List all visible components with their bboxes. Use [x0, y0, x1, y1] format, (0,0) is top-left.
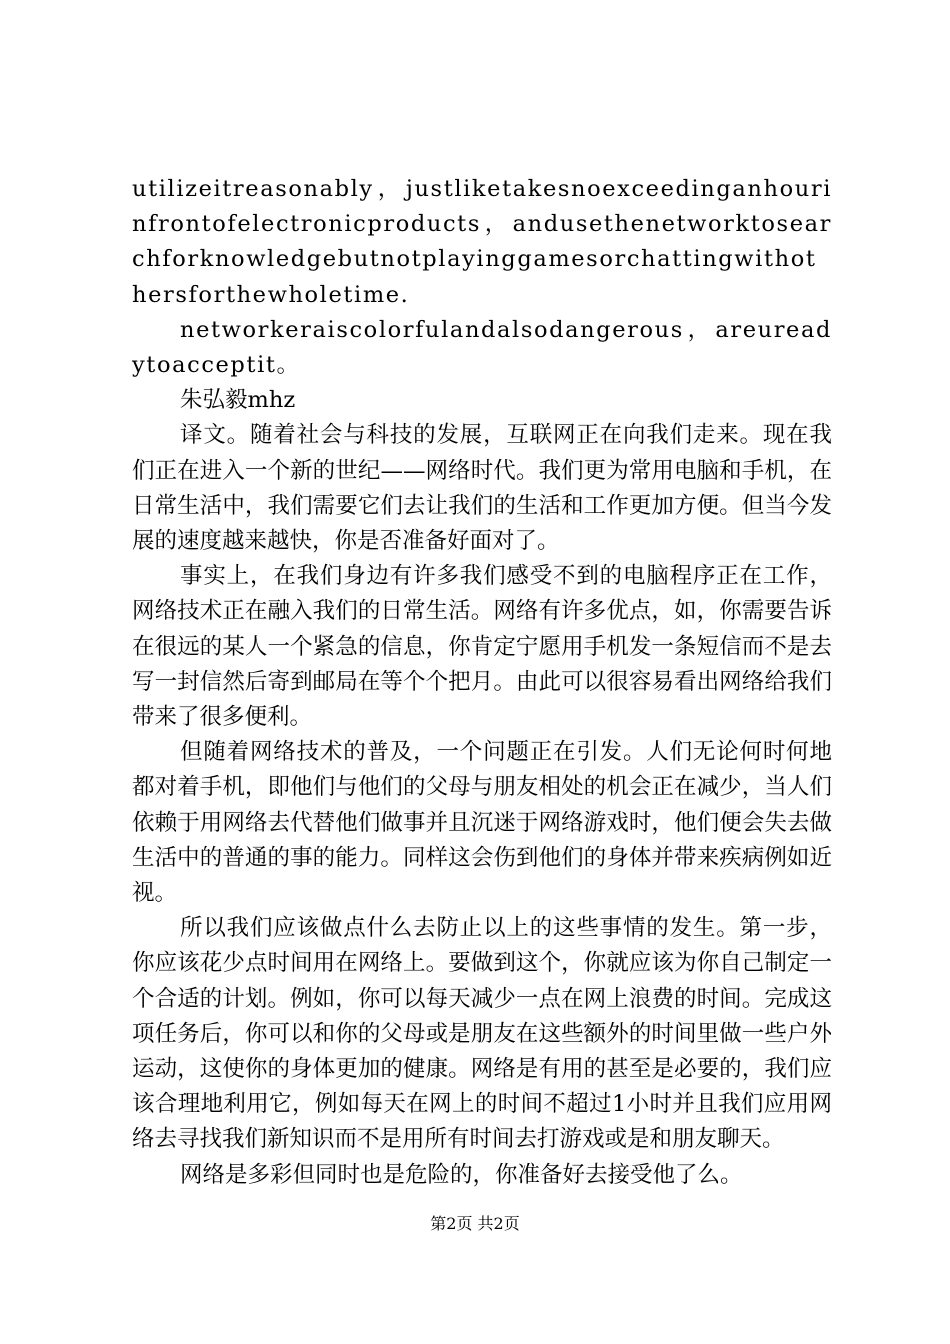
page-footer [0, 1214, 950, 1234]
document-body [132, 172, 832, 1193]
paragraph-translation-3: 但随着网络技术的普及，一个问题正在引发。人们无论何时何地都对着手机，即他们与他们的父母与朋友相处的机会正在减少，当人们依赖于用网络去代替他们做事并且沉迷于网络游戏时，他们便会失去做生活中的普通的事的能力。同样这会伤到他们的身体并带来疾病例如近视。 [132, 739, 832, 907]
author-line: 朱弘毅mhz [180, 387, 296, 414]
paragraph-translation-4: 所以我们应该做点什么去防止以上的这些事情的发生。第一步，你应该花少点时间用在网络上。要做到这个，你就应该为你自己制定一个合适的计划。例如，你可以每天减少一点在网上浪费的时间。完成这项任务后，你可以和你的父母或是朋友在这些额外的时间里做一些户外运动，这使你的身体更加的健康。网络是有用的甚至是必要的，我们应该合理地利用它，例如每天在网上的时间不超过1小时并且我们应用网络去寻找我们新知识而不是用所有时间去打游戏或是和朋友聊天。 [132, 915, 832, 1153]
paragraph-english-2: networkeraiscolorfulandalsodangerous，areureadytoacceptit。 [132, 316, 832, 379]
paragraph-translation-1: 译文。随着社会与科技的发展，互联网正在向我们走来。现在我们正在进入一个新的世纪——网络时代。我们更为常用电脑和手机，在日常生活中，我们需要它们去让我们的生活和工作更加方便。但当今发展的速度越来越快，你是否准备好面对了。 [132, 422, 832, 555]
paragraph-translation-2: 事实上，在我们身边有许多我们感受不到的电脑程序正在工作，网络技术正在融入我们的日常生活。网络有许多优点，如，你需要告诉在很远的某人一个紧急的信息，你肯定宁愿用手机发一条短信而不是去写一封信然后寄到邮局在等个个把月。由此可以很容易看出网络给我们带来了很多便利。 [132, 563, 832, 731]
paragraph-translation-5: 网络是多彩但同时也是危险的，你准备好去接受他了么。 [180, 1161, 743, 1188]
paragraph-english-1: utilizeitreasonably，justliketakesnoexceedinganhourinfrontofelectronicproducts，andusethenetworktosearchforknowledgebutnotplayinggamesorchattingwithothersforthewholetime. [132, 176, 832, 308]
page-number-label: 第2页 共2页 [430, 1214, 520, 1233]
